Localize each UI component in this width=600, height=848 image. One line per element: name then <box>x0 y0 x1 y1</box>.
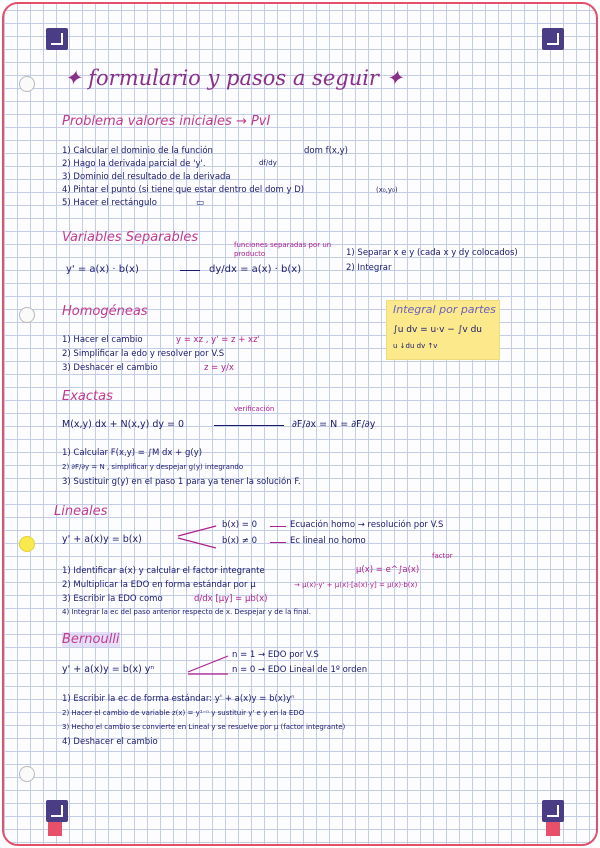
lineales-equation: y' + a(x)y = b(x) <box>62 534 142 545</box>
homogeneas-step: 1) Hacer el cambio <box>62 335 143 345</box>
pink-square-icon <box>48 822 62 836</box>
branch-arrows-icon <box>186 650 231 680</box>
pvi-step: 2) Hago la derivada parcial de 'y'. <box>62 159 206 169</box>
separables-step: 2) Integrar <box>346 263 392 273</box>
sticky-note-integral <box>386 300 500 360</box>
homogeneas-undo: z = y/x <box>204 363 234 373</box>
bernoulli-equation: y' + a(x)y = b(x) yⁿ <box>62 664 155 675</box>
bernoulli-branch: n = 0 → EDO Lineal de 1º orden <box>232 665 368 675</box>
separables-equation: y' = a(x) · b(x) <box>66 264 139 275</box>
section-heading-homogeneas: Homogéneas <box>62 304 148 319</box>
bernoulli-step: 3) Hecho el cambio se convierte en Lineal y se resuelve por μ (factor integrante) <box>62 723 346 731</box>
bernoulli-step: 4) Deshacer el cambio <box>62 737 158 747</box>
lineales-step: 4) Integrar la ec del paso anterior respecto de x. Despejar y de la final. <box>62 608 311 616</box>
bernoulli-step: 1) Escribir la ec de forma estándar: y' + a(x)y = b(x)yⁿ <box>62 694 295 704</box>
corner-mark-icon <box>542 800 564 822</box>
page-title: ✦ formulario y pasos a seguir ✦ <box>64 66 404 90</box>
binder-hole <box>19 766 35 782</box>
integral-heading: Integral por partes <box>393 303 496 316</box>
binder-hole <box>19 76 35 92</box>
lineales-mu: μ(x) = e^∫a(x) <box>356 565 420 575</box>
pvi-dom-note: dom f(x,y) <box>304 146 348 156</box>
rectangle-icon: ▭ <box>196 198 205 208</box>
arrow-icon <box>214 425 284 426</box>
lineales-mult: → μ(x)·y' + μ(x)·[a(x)·y] = μ(x)·b(x) <box>294 581 418 589</box>
separables-step: 1) Separar x e y (cada x y dy colocados) <box>346 248 518 258</box>
exactas-equation: M(x,y) dx + N(x,y) dy = 0 <box>62 419 185 430</box>
corner-mark-icon <box>542 28 564 50</box>
pvi-step: 3) Dominio del resultado de la derivada <box>62 172 231 182</box>
homogeneas-step: 3) Deshacer el cambio <box>62 363 158 373</box>
branch-arrows-icon <box>176 522 221 552</box>
corner-mark-icon <box>46 800 68 822</box>
pvi-step: 5) Hacer el rectángulo <box>62 198 157 208</box>
pvi-step: 1) Calcular el dominio de la función <box>62 146 213 156</box>
arrow-icon <box>180 270 200 271</box>
lineales-as: d/dx [μy] = μb(x) <box>194 594 268 604</box>
section-heading-pvi: Problema valores iniciales → PvI <box>62 114 271 129</box>
homogeneas-step: 2) Simplificar la edo y resolver por V.S <box>62 349 225 359</box>
lineales-branch-cond: b(x) = 0 <box>222 520 257 530</box>
grid-paper-sheet <box>2 2 598 846</box>
corner-mark-icon <box>46 28 68 50</box>
pvi-step: 4) Pintar el punto (si tiene que estar dentro del dom y D) <box>62 185 305 195</box>
lineales-step: 2) Multiplicar la EDO en forma estándar por μ <box>62 580 256 590</box>
section-heading-separables: Variables Separables <box>62 230 199 245</box>
binder-hole <box>19 536 35 552</box>
arrow-icon <box>270 542 286 543</box>
exactas-step: 3) Sustituir g(y) en el paso 1 para ya tener la solución F. <box>62 477 301 487</box>
separables-note: funciones separadas por un producto <box>234 241 332 258</box>
lineales-factor-word: factor <box>432 552 453 560</box>
exactas-verification: verificación <box>234 405 275 413</box>
exactas-step: 1) Calcular F(x,y) = ∫M dx + g(y) <box>62 448 203 458</box>
lineales-branch-cond: b(x) ≠ 0 <box>222 536 257 546</box>
pvi-point: (x₀,y₀) <box>376 186 398 194</box>
lineales-branch-result: Ec lineal no homo <box>290 536 366 546</box>
section-heading-exactas: Exactas <box>62 389 113 404</box>
bernoulli-step: 2) Hacer el cambio de variable z(x) = y¹⁻ⁿ y sustituir y' e y en la EDO <box>62 709 305 717</box>
arrow-icon <box>270 526 286 527</box>
pvi-dfdy: df/dy <box>259 159 277 167</box>
exactas-step: 2) ∂F/∂y = N , simplificar y despejar g(y) integrando <box>62 463 244 471</box>
section-heading-lineales: Lineales <box>54 504 108 519</box>
lineales-step: 3) Escribir la EDO como <box>62 594 163 604</box>
integral-formula: ∫u dv = u·v − ∫v du <box>393 325 483 335</box>
lineales-branch-result: Ecuación homo → resolución por V.S <box>290 520 444 530</box>
integral-uv: u ↓du dv ↑v <box>393 342 438 350</box>
pink-square-icon <box>546 822 560 836</box>
section-heading-bernoulli: Bernoulli <box>62 632 120 647</box>
lineales-step: 1) Identificar a(x) y calcular el factor integrante <box>62 566 265 576</box>
exactas-check: ∂F/∂x = N = ∂F/∂y <box>292 419 376 430</box>
homogeneas-change: y = xz , y' = z + xz' <box>176 335 260 345</box>
binder-hole <box>19 307 35 323</box>
bernoulli-branch: n = 1 → EDO por V.S <box>232 650 319 660</box>
separables-equation-right: dy/dx = a(x) · b(x) <box>209 264 302 275</box>
